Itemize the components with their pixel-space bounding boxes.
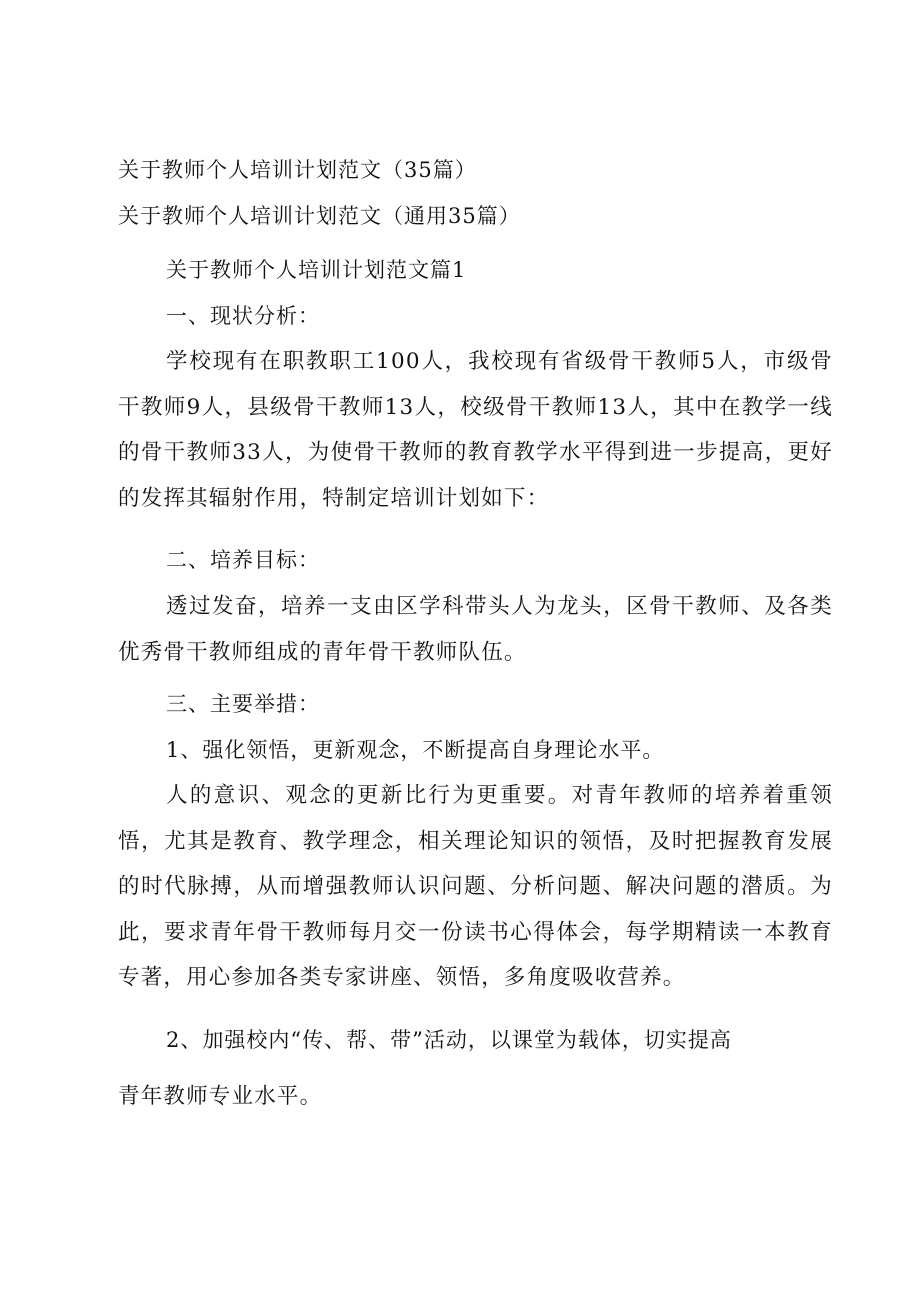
measure-item-1: 1、强化领悟，更新观念，不断提高自身理论水平。 bbox=[166, 738, 665, 762]
heading-goals: 二、培养目标： bbox=[166, 548, 320, 572]
measure-item-2-continued: 青年教师专业水平。 bbox=[118, 1084, 323, 1109]
document-subtitle: 关于教师个人培训计划范文（通用35篇） bbox=[118, 204, 521, 228]
paragraph-measure-1: 人的意识、观念的更新比行为更重要。对青年教师的培养着重领悟，尤其是教育、教学理念，相关理论知识的领悟，及时把握教育发展的时代脉搏，从而增强教师认识问题、分析问题、解决问题的潜质。为此，要求青年骨干教师每月交一份读书心得体会，每学期精读一本教育专著，用心参加各类专家讲座、领悟，多角度吸收营养。 bbox=[118, 783, 833, 990]
heading-measures: 三、主要举措： bbox=[166, 692, 320, 716]
section-title: 关于教师个人培训计划范文篇1 bbox=[166, 258, 467, 282]
measure-item-2: 2、加强校内“传、帮、带”活动，以课堂为载体，切实提高 bbox=[166, 1028, 732, 1052]
document-title: 关于教师个人培训计划范文（35篇） bbox=[118, 158, 477, 182]
paragraph-goals: 透过发奋，培养一支由区学科带头人为龙头，区骨干教师、及各类优秀骨干教师组成的青年骨干教师队伍。 bbox=[118, 594, 833, 665]
paragraph-status: 学校现有在职教职工100人，我校现有省级骨干教师5人，市级骨干教师9人，县级骨干教师13人，校级骨干教师13人，其中在教学一线的骨干教师33人，为使骨干教师的教育教学水平得到进一步提高，更好的发挥其辐射作用，特制定培训计划如下： bbox=[118, 349, 833, 511]
heading-status-analysis: 一、现状分析： bbox=[166, 304, 320, 328]
